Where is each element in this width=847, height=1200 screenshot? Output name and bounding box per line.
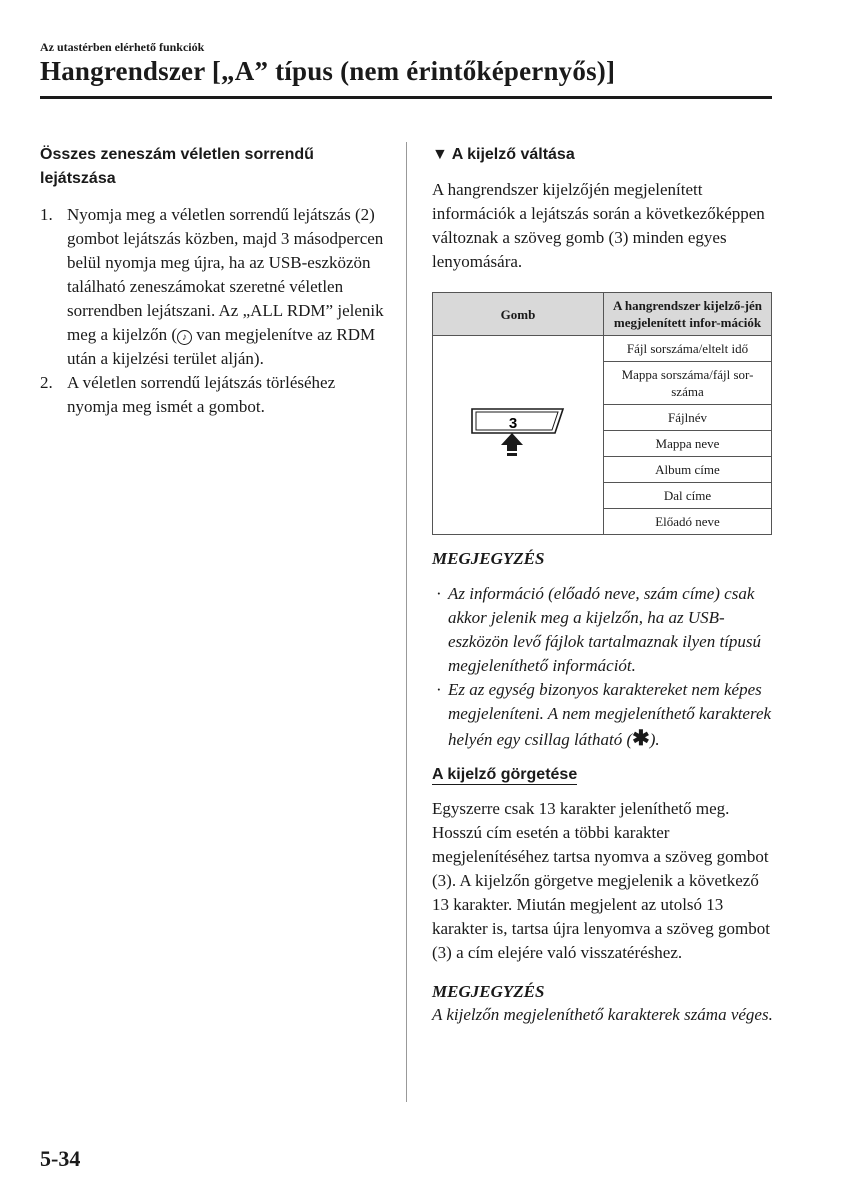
right-column — [432, 143, 774, 1027]
note-item-1: · Az információ (előadó neve, szám címe) csak akkor jelenik meg a kijelzőn, ha az USB-eszközön levő fájlok tartalmaznak ilyen típusú megjeleníthető információt. — [432, 582, 774, 678]
note-item-2-end: ). — [649, 730, 660, 749]
table-header-row — [433, 293, 772, 336]
table-cell: Mappa sorszáma/fájl sor-száma — [604, 362, 772, 405]
step-1 — [40, 203, 385, 371]
display-switch-heading: ▼ A kijelző váltása — [432, 146, 575, 163]
display-switch-intro: A hangrendszer kijelzőjén megjelenített információk a lejátszás során a következőképpen változnak a szöveg gomb (3) minden egyes lenyomására. — [432, 180, 765, 271]
table-cell: Dal címe — [604, 483, 772, 509]
disc-icon: ♪ — [177, 330, 192, 345]
scroll-heading — [432, 763, 774, 787]
press-arrow-icon — [501, 433, 523, 456]
column-divider — [406, 142, 407, 1102]
button-number-label: 3 — [508, 415, 518, 432]
step-1-text-a: Nyomja meg a véletlen sorrendű lejátszás (2) gombot lejátszás közben, majd 3 másodpercen belül nyomja meg újra, ha az USB-eszközön található zeneszámokat szeretné véletlen sorrendben lejátszani. Az „ALL RDM” jelenik meg a kijelzőn ( — [67, 205, 384, 344]
table-cell: Mappa neve — [604, 431, 772, 457]
step-2-text: A véletlen sorrendű lejátszás törléséhez nyomja meg ismét a gombot. — [67, 373, 336, 416]
page-number: 5-34 — [40, 1146, 81, 1171]
table-cell: Fájlnév — [604, 405, 772, 431]
text-button-cell — [433, 336, 604, 535]
shuffle-heading: Összes zeneszám véletlen sorrendű lejátszása — [40, 146, 314, 187]
section-label: Az utastérben elérhető funkciók — [40, 40, 205, 54]
table-cell: Fájl sorszáma/eltelt idő — [604, 336, 772, 362]
step-number: 2. — [40, 373, 53, 392]
left-column — [40, 143, 385, 419]
table-cell: Előadó neve — [604, 509, 772, 535]
table-header-button: Gomb — [433, 293, 604, 336]
step-1-text-b: van megjelenítve az RDM után a kijelzési terület alján). — [67, 325, 376, 368]
note-item-2 — [432, 678, 774, 752]
scroll-heading-text: A kijelző görgetése — [432, 766, 578, 783]
note-text-2: A kijelzőn megjeleníthető karakterek száma véges. — [432, 1005, 773, 1024]
shuffle-steps — [40, 203, 385, 419]
title-rule — [40, 96, 772, 99]
note-list — [432, 582, 774, 752]
note-heading-2: MEGJEGYZÉS — [432, 982, 545, 1001]
text-button-illustration — [463, 403, 573, 463]
display-info-table — [432, 292, 772, 535]
scroll-text: Egyszerre csak 13 karakter jeleníthető meg. Hosszú cím esetén a többi karakter megjelenítéséhez tartsa nyomva a szöveg gombot (3). A kijelzőn görgetve megjelenik a következő 13 karakter. Miután megjelent az utolsó 13 karakter is, tartsa újra lenyomva a szöveg gombot (3) a cím elejére való visszatéréshez. — [432, 799, 770, 962]
page-title: Hangrendszer [„A” típus (nem érintőképernyős)] — [40, 56, 616, 86]
note-item-2-text: Ez az egység bizonyos karaktereket nem képes megjeleníteni. A nem megjeleníthető karakterek helyén egy csillag látható ( — [448, 680, 772, 749]
note-heading-1: MEGJEGYZÉS — [432, 549, 545, 568]
table-row — [433, 336, 772, 362]
step-2 — [40, 371, 385, 419]
asterisk-icon: ✱ — [632, 726, 650, 750]
table-header-info: A hangrendszer kijelző-jén megjelenített infor-mációk — [604, 293, 772, 336]
table-cell: Album címe — [604, 457, 772, 483]
step-number: 1. — [40, 205, 53, 224]
